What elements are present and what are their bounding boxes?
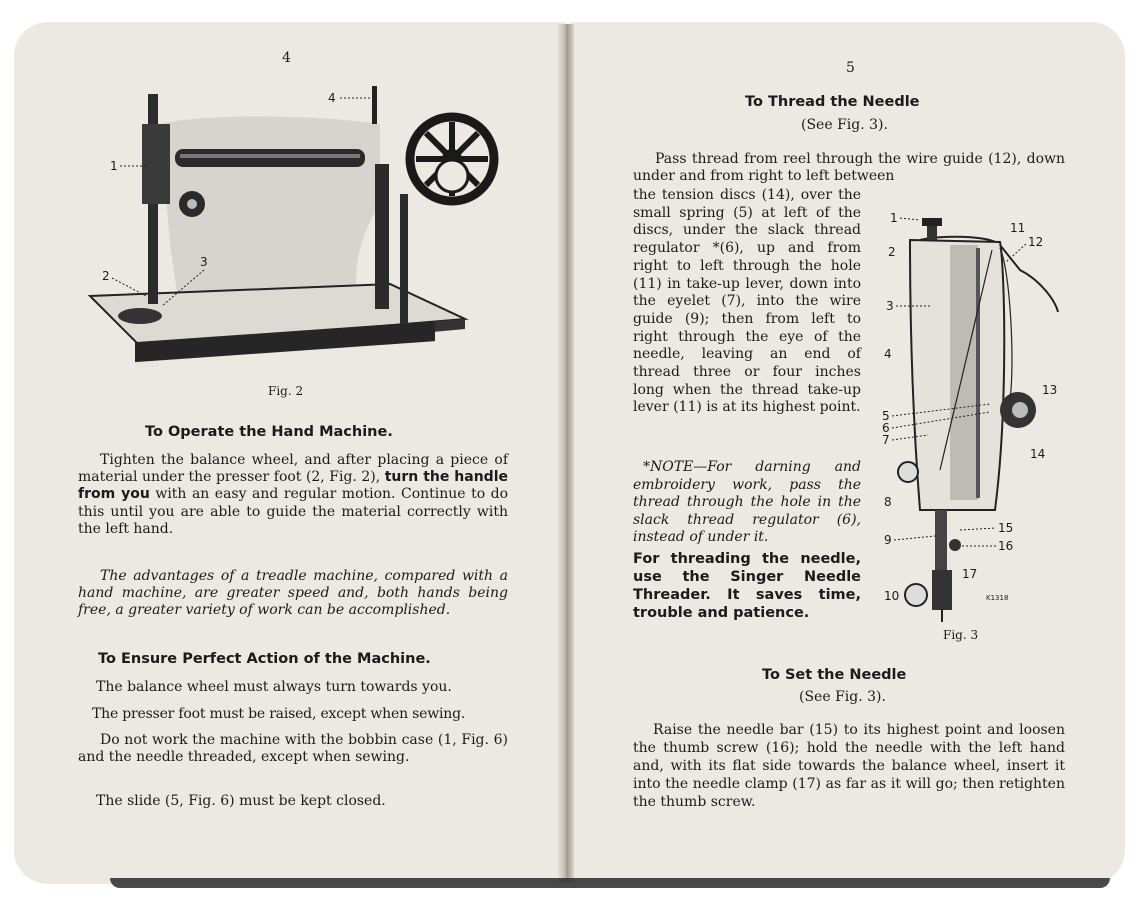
fig3-callout-7: 7 <box>882 433 890 447</box>
fig2-plate-mark: K1315 <box>137 361 160 369</box>
ensure-rule-1: The balance wheel must always turn towards you. <box>96 679 452 695</box>
ensure-heading: To Ensure Perfect Action of the Machine. <box>98 651 431 667</box>
operate-text-a: Tighten the balance wheel, and after placing a piece of material under the presser foot (2, Fig. 2), <box>78 452 508 486</box>
fig3-caption: Fig. 3 <box>943 628 979 642</box>
operate-heading: To Operate the Hand Machine. <box>145 424 393 440</box>
fig3-callout-10: 10 <box>884 589 900 603</box>
ensure-rule-4: The slide (5, Fig. 6) must be kept closed. <box>96 793 386 809</box>
fig2-caption: Fig. 2 <box>268 384 304 398</box>
operate-text-bold: turn the handle from you <box>78 469 508 503</box>
operate-paragraph <box>78 452 508 538</box>
fig3-callout-8: 8 <box>884 495 892 509</box>
thread-heading: To Thread the Needle <box>745 94 920 110</box>
set-needle-heading: To Set the Needle <box>762 667 907 683</box>
fig2-callout-3: 3 <box>200 255 208 269</box>
ensure-rule-2: The presser foot must be raised, except when sewing. <box>92 706 466 722</box>
fig3-callout-12: 12 <box>1028 235 1044 249</box>
fig3-callout-2: 2 <box>888 245 896 259</box>
thread-body: the tension discs (14), over the small spring (5) at left of the discs, under the slack thread regulator *(6), up and from right to left through the hole (11) in take-up lever, down into the eyelet (7), into the wire guide (9); then from left to right through the eye of the needle, leaving an end of thread three or four inches long when the thread take-up lever (11) is at its highest point. <box>633 187 861 416</box>
fig2-callout-2: 2 <box>102 269 110 283</box>
fig3-callout-6: 6 <box>882 421 890 435</box>
book-gutter <box>558 24 574 882</box>
thread-note: *NOTE—For darning and embroidery work, pass the thread through the hole in the slack thread regulator (6), instead of under it. <box>633 459 861 546</box>
fig2-callout-4: 4 <box>328 91 336 105</box>
fig3-callout-11: 11 <box>1010 221 1026 235</box>
needle-threading-illustration <box>880 210 1065 640</box>
set-needle-body: Raise the needle bar (15) to its highest point and loosen the thumb screw (16); hold the needle with the left hand and, with its flat side towards the balance wheel, insert it into the needle clamp (17) as far as it will go; then retighten the thumb screw. <box>633 722 1065 810</box>
fig2-callout-1: 1 <box>110 159 118 173</box>
fig3-callout-16: 16 <box>998 539 1014 553</box>
operate-text-b: with an easy and regular motion. Continue to do this until you are able to guide the material correctly with the left hand. <box>78 486 509 537</box>
fig3-callout-15: 15 <box>998 521 1014 535</box>
fig3-callout-1: 1 <box>890 211 898 225</box>
thread-subheading: (See Fig. 3). <box>801 117 888 133</box>
page-number-right: 5 <box>846 60 855 76</box>
book-bottom-edge <box>110 878 1110 888</box>
fig3-plate-mark: K1318 <box>986 594 1009 602</box>
fig3-callout-13: 13 <box>1042 383 1058 397</box>
ensure-rule-3: Do not work the machine with the bobbin case (1, Fig. 6) and the needle threaded, except when sewing. <box>78 732 508 766</box>
fig3-callout-4: 4 <box>884 347 892 361</box>
fig3-callout-5: 5 <box>882 409 890 423</box>
sewing-machine-illustration <box>80 84 480 384</box>
fig3-callout-14: 14 <box>1030 447 1046 461</box>
operate-italic-note: The advantages of a treadle machine, compared with a hand machine, are greater speed and, both hands being free, a greater variety of work can be accomplished. <box>78 568 508 619</box>
fig3-callout-3: 3 <box>886 299 894 313</box>
thread-intro: Pass thread from reel through the wire guide (12), down under and from right to left between <box>633 151 1065 185</box>
fig3-callout-9: 9 <box>884 533 892 547</box>
fig3-callout-17: 17 <box>962 567 978 581</box>
set-needle-subheading: (See Fig. 3). <box>799 689 886 705</box>
threader-tip: For threading the needle, use the Singer Needle Threader. It saves time, trouble and patience. <box>633 551 861 621</box>
page-number-left: 4 <box>282 50 291 66</box>
